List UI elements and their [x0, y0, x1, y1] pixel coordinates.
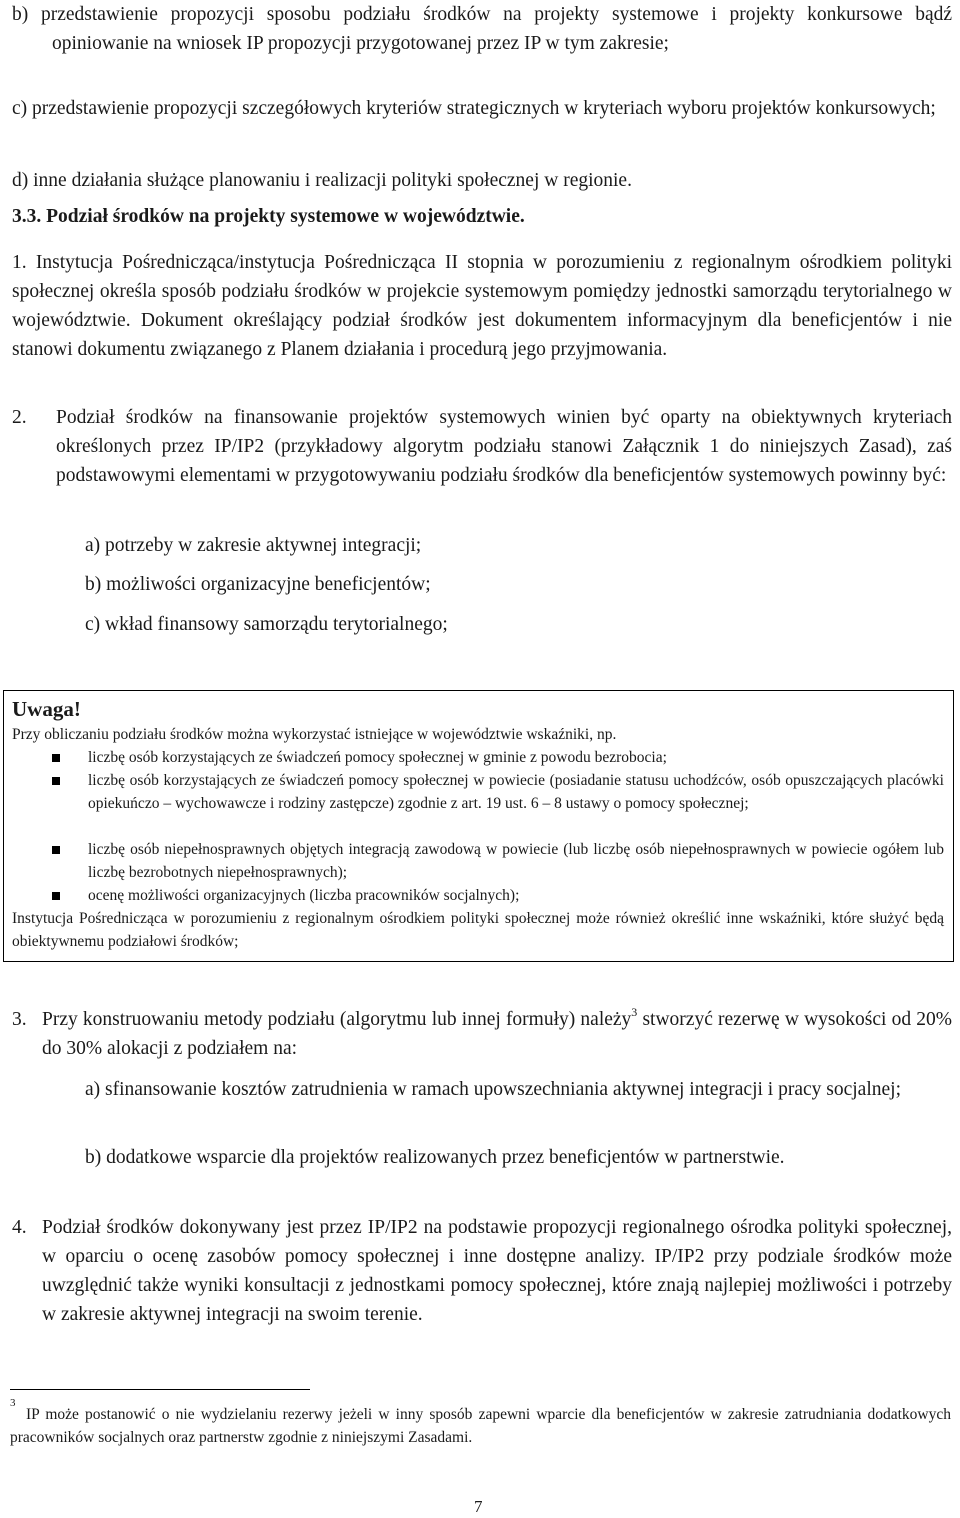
- note-bullet-3: liczbę osób niepełnosprawnych objętych integracją zawodową w powiecie (lub liczbę osób niepełnosprawnych w powiecie ogółem lub liczbę bezrobotnych niepełnosprawnych);: [88, 841, 944, 881]
- page-number: 7: [474, 1497, 483, 1516]
- footnote-reference: 3: [631, 1004, 638, 1019]
- paragraph-3-text: [42, 1005, 952, 1063]
- section-heading: [12, 206, 525, 228]
- paragraph-4-number: 4.: [12, 1217, 27, 1238]
- bullet-marker-3: [52, 846, 60, 854]
- note-bullet-2: liczbę osób korzystających ze świadczeń pomocy społecznej w powiecie (posiadanie statusu uchodźców, osób opuszczających placówki opiekuńczo – wychowawcze i rodziny zastępcze) zgodnie z art. 19 ust. 6 – 8 ustawy o pomocy społecznej;: [88, 772, 944, 812]
- paragraph-2-item-c: c) wkład finansowy samorządu terytorialnego;: [85, 614, 448, 635]
- footnote-separator: [10, 1389, 310, 1390]
- section-title: Podział środków na projekty systemowe w województwie.: [46, 206, 525, 227]
- paragraph-4-text: Podział środków dokonywany jest przez IP/IP2 na podstawie propozycji regionalnego ośrodka polityki społecznej, w oparciu o ocenę zasobów pomocy społecznej i inne dostępne analizy. IP/IP2 przy podziale środków może uwzględnić także wyniki konsultacji z jednostkami pomocy społecznej, które znają najlepiej możliwości i potrzeby w zakresie aktywnej integracji na swoim terenie.: [42, 1217, 952, 1325]
- note-intro: Przy obliczaniu podziału środków można wykorzystać istniejące w województwie wskaźniki, np.: [12, 726, 617, 743]
- paragraph-1: [12, 248, 952, 364]
- paragraph-2-item-b: b) możliwości organizacyjne beneficjentów;: [85, 574, 431, 595]
- paragraph-3-item-b: b) dodatkowe wsparcie dla projektów realizowanych przez beneficjentów w partnerstwie.: [85, 1147, 785, 1168]
- section-number: 3.3.: [12, 206, 42, 227]
- paragraph-1-text: Instytucja Pośrednicząca/instytucja Pośrednicząca II stopnia w porozumieniu z regionalnym ośrodkiem polityki społecznej określa sposób podziału środków w projekcie systemowym pomiędzy jednostki samorządu terytorialnego w województwie. Dokument określający podział środków jest dokumentem informacyjnym dla beneficjentów i nie stanowi dokumentu związanego z Planem działania i procedurą jego przyjmowania.: [12, 252, 952, 360]
- note-outro: Instytucja Pośrednicząca w porozumieniu z regionalnym ośrodkiem polityki społecznej może również określić inne wskaźniki, które służyć będą obiektywnemu podziałowi środków;: [12, 910, 944, 950]
- note-bullet-1: liczbę osób korzystających ze świadczeń pomocy społecznej w gminie z powodu bezrobocia;: [88, 749, 667, 766]
- paragraph-3-text-after: stworzyć rezerwę w wysokości od 20% do 30% alokacji z podziałem na:: [42, 1009, 952, 1059]
- bullet-marker-2: [52, 777, 60, 785]
- list-item-d: d) inne działania służące planowaniu i realizacji polityki społecznej w regionie.: [12, 170, 632, 191]
- paragraph-3-item-a: a) sfinansowanie kosztów zatrudnienia w ramach upowszechniania aktywnej integracji i pracy socjalnej;: [85, 1079, 901, 1100]
- footnote-number: 3: [10, 1397, 16, 1409]
- note-title: Uwaga!: [12, 697, 81, 721]
- paragraph-3-text-before: Przy konstruowaniu metody podziału (algorytmu lub innej formuły) należy: [42, 1009, 632, 1030]
- list-item-c: c) przedstawienie propozycji szczegółowych kryteriów strategicznych w kryteriach wyboru projektów konkursowych;: [12, 98, 936, 119]
- paragraph-2-number: 2.: [12, 407, 27, 428]
- paragraph-2-text: Podział środków na finansowanie projektów systemowych winien być oparty na obiektywnych kryteriach określonych przez IP/IP2 (przykładowy algorytm podziału stanowi Załącznik 1 do niniejszych Zasad), zaś podstawowymi elementami w przygotowywaniu podziału środków dla beneficjentów systemowych powinny być:: [56, 407, 952, 486]
- paragraph-3-number: 3.: [12, 1009, 27, 1030]
- paragraph-2-item-a: a) potrzeby w zakresie aktywnej integracji;: [85, 535, 422, 556]
- list-item-b: b) przedstawienie propozycji sposobu podziału środków na projekty systemowe i projekty konkursowe bądź opiniowanie na wniosek IP propozycji przygotowanej przez IP w tym zakresie;: [12, 4, 952, 54]
- note-box: [3, 690, 954, 962]
- paragraph-1-number: 1.: [12, 252, 27, 273]
- bullet-marker-4: [52, 892, 60, 900]
- note-bullet-4: ocenę możliwości organizacyjnych (liczba pracowników socjalnych);: [88, 887, 520, 904]
- footnote-text: IP może postanowić o nie wydzielaniu rezerwy jeżeli w inny sposób zapewni wparcie dla beneficjentów w zakresie zatrudniania dodatkowych pracowników socjalnych oraz partnerstw zgodnie z niniejszymi Zasadami.: [10, 1406, 951, 1446]
- bullet-marker-1: [52, 754, 60, 762]
